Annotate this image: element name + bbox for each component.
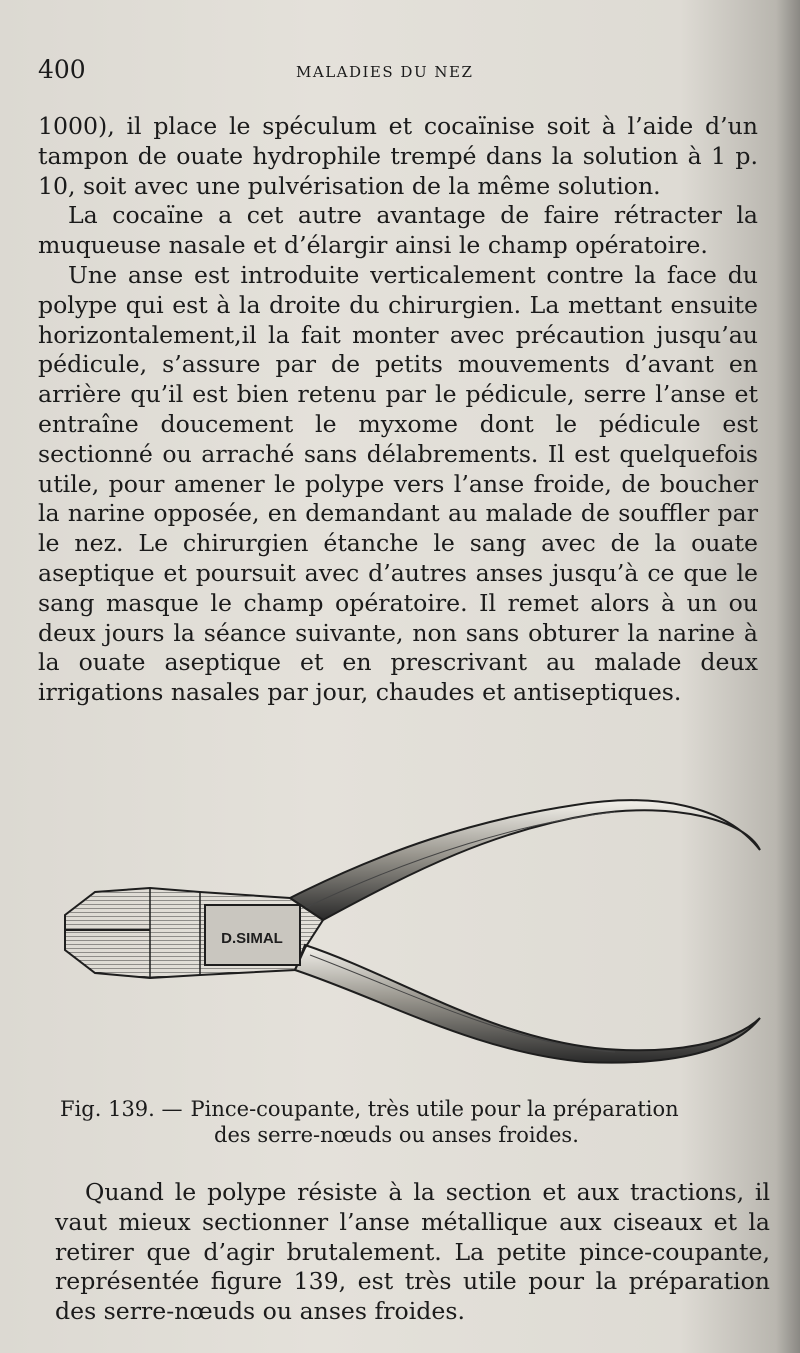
- cutting-pliers-drawing: [55, 780, 775, 1090]
- page-header: [38, 55, 738, 95]
- paragraph-quand: Quand le polype résiste à la section et aux tractions, il vaut mieux sectionner l’anse métallique aux ciseaux et la retirer que d’agir brutalement. La petite pince-coupante, représentée figure 139, est très utile pour la préparation des serre-nœuds ou anses froides.: [55, 1178, 770, 1326]
- paragraph-cocaine: La cocaïne a cet autre avantage de faire rétracter la muqueuse nasale et d’élargir ainsi le champ opératoire.: [38, 201, 758, 260]
- body-text-top: [38, 112, 758, 708]
- page-number: 400: [38, 55, 86, 84]
- figure-pliers-illustration: [55, 780, 775, 1090]
- figure-label: Fig. 139. —: [60, 1097, 183, 1121]
- paragraph-continuation: 1000), il place le spéculum et cocaïnise soit à l’aide d’un tampon de ouate hydrophile trempé dans la solution à 1 p. 10, soit avec une pulvérisation de la même solution.: [38, 112, 758, 200]
- figure-caption: [60, 1096, 770, 1148]
- paragraph-anse: Une anse est introduite verticalement contre la face du polype qui est à la droite du chirurgien. La mettant ensuite horizontalement,il la fait monter avec précaution jusqu’au pédicule, s’assure par de petits mouvements d’avant en arrière qu’il est bien retenu par le pédicule, serre l’anse et entraîne doucement le myxome dont le pédicule est sectionné ou arraché sans délabrements. Il est quelquefois utile, pour amener le polype vers l’anse froide, de boucher la narine opposée, en demandant au malade de souffler par le nez. Le chirurgien étanche le sang avec de la ouate aseptique et poursuit avec d’autres anses jusqu’à ce que le sang masque le champ opératoire. Il remet alors à un ou deux jours la séance suivante, non sans obturer la narine à la ouate aseptique et en prescrivant au malade deux irrigations nasales par jour, chaudes et antiseptiques.: [38, 260, 758, 707]
- body-text-bottom: [55, 1178, 770, 1327]
- running-title: MALADIES DU NEZ: [296, 63, 474, 81]
- caption-line-1: Pince-coupante, très utile pour la préparation: [190, 1097, 679, 1121]
- maker-stamp: D.SIMAL: [221, 930, 283, 947]
- caption-line-2: des serre-nœuds ou anses froides.: [214, 1123, 579, 1147]
